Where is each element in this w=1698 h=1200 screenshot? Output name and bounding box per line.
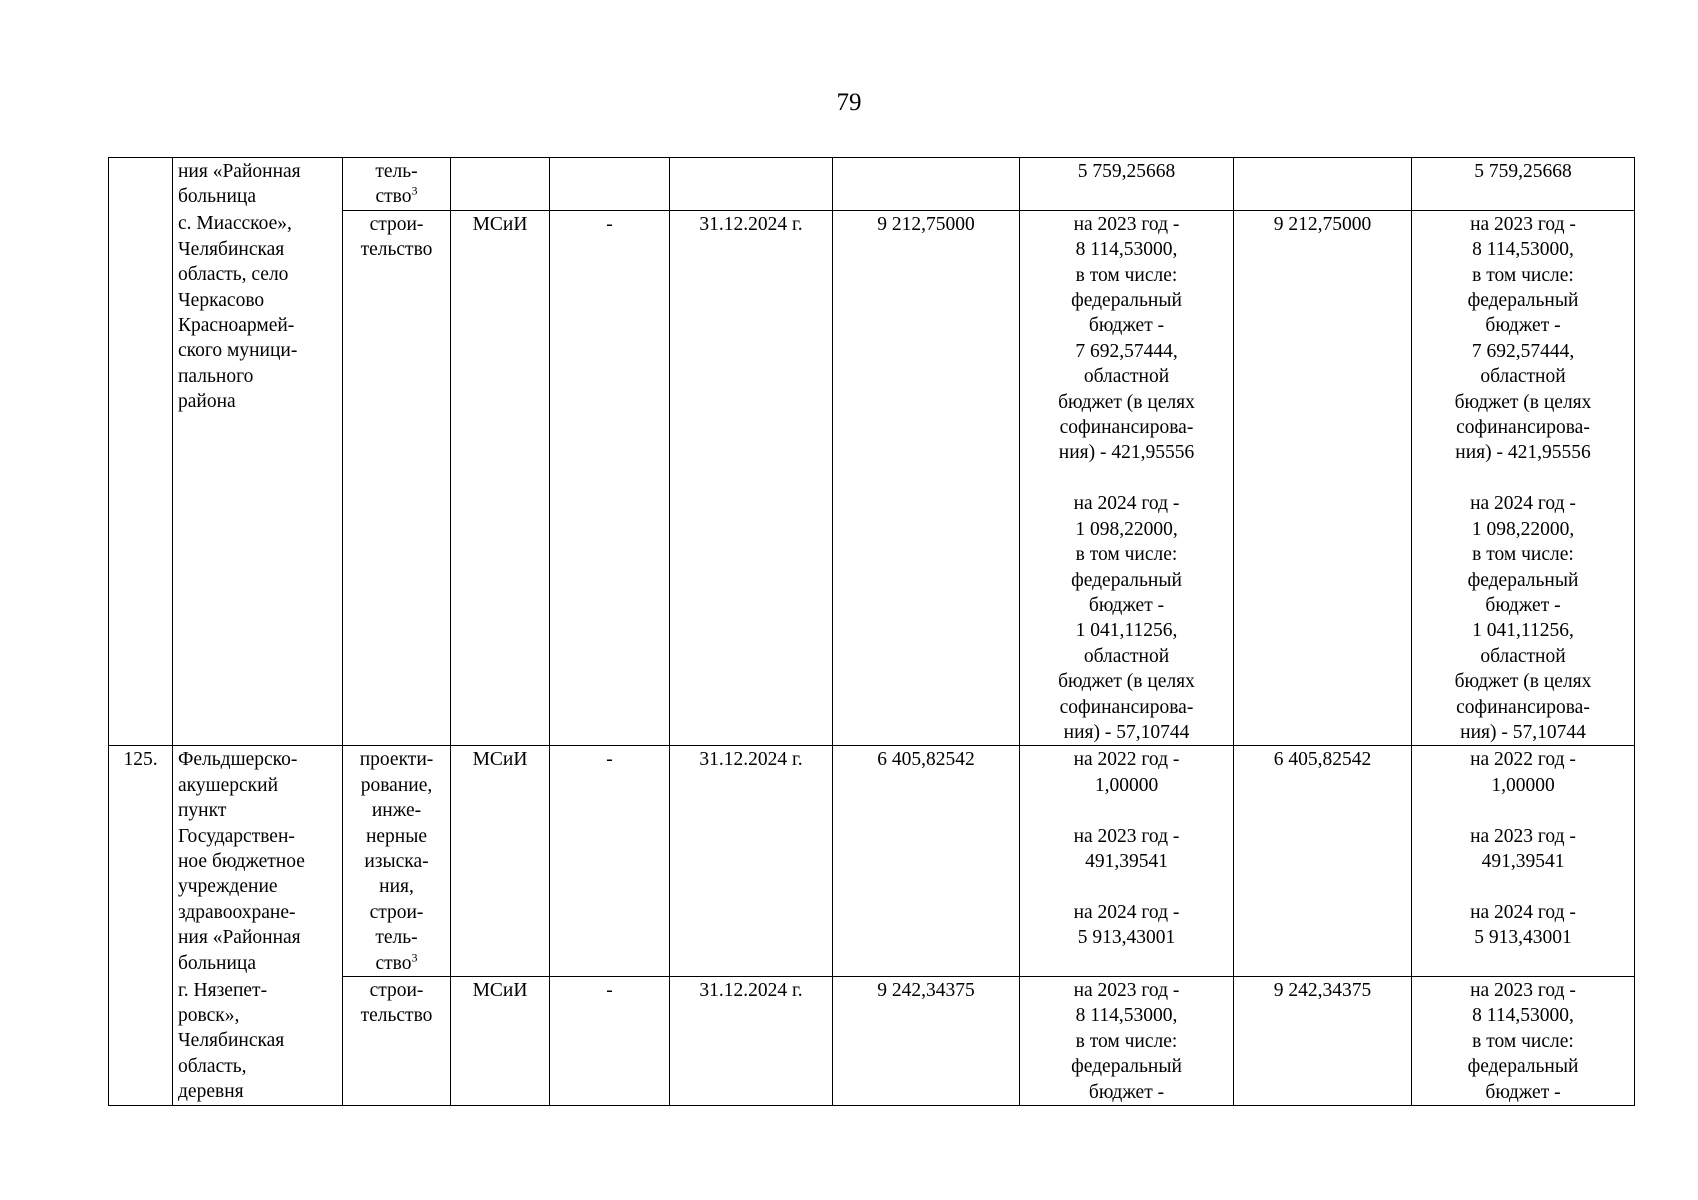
customer-cell: МСиИ xyxy=(451,746,550,977)
allocated-cell: на 2023 год - 8 114,53000, в том числе: федеральный бюджет - 7 692,57444, областной бюджет (в целях софинансирова- ния) - 421,95556 на 2024 год - 1 098,22000, в том числе: федеральный бюджет - 1 041,11256, областной бюджет (в целях софинансирова- ния) - 57,10744 xyxy=(1412,210,1635,746)
page-number: 79 xyxy=(836,89,862,116)
allocated-cell: на 2022 год - 1,00000 на 2023 год - 491,39541 на 2024 год - 5 913,43001 xyxy=(1412,746,1635,977)
table-row xyxy=(109,158,1635,211)
table-row xyxy=(109,210,1635,746)
limit-cell xyxy=(1234,158,1412,211)
objects-table xyxy=(108,157,1635,1106)
limit-cell: 9 212,75000 xyxy=(1234,210,1412,746)
financing-cell: на 2023 год - 8 114,53000, в том числе: федеральный бюджет - 7 692,57444, областной бюджет (в целях софинансирова- ния) - 421,95556 на 2024 год - 1 098,22000, в том числе: федеральный бюджет - 1 041,11256, областной бюджет (в целях софинансирова- ния) - 57,10744 xyxy=(1020,210,1234,746)
customer-cell: МСиИ xyxy=(451,977,550,1106)
table-row xyxy=(109,977,1635,1106)
deadline-cell xyxy=(670,158,833,211)
financing-cell: на 2023 год - 8 114,53000, в том числе: федеральный бюджет - xyxy=(1020,977,1234,1106)
deadline-cell: 31.12.2024 г. xyxy=(670,210,833,746)
dash-cell xyxy=(550,158,670,211)
row-number-cell: 125. xyxy=(109,746,173,1106)
work-type-cell: тель- ство$^3$ xyxy=(343,158,451,211)
table-row xyxy=(109,746,1635,977)
dash-cell: - xyxy=(550,210,670,746)
financing-cell: 5 759,25668 xyxy=(1020,158,1234,211)
limit-cell: 9 242,34375 xyxy=(1234,977,1412,1106)
limit-cell: 6 405,82542 xyxy=(1234,746,1412,977)
deadline-cell: 31.12.2024 г. xyxy=(670,977,833,1106)
cost-cell: 6 405,82542 xyxy=(833,746,1020,977)
object-name-cell: с. Миасское», Челябинская область, село Черкасово Красноармей- ского муници- пального района xyxy=(173,210,343,746)
allocated-cell: 5 759,25668 xyxy=(1412,158,1635,211)
allocated-cell: на 2023 год - 8 114,53000, в том числе: федеральный бюджет - xyxy=(1412,977,1635,1106)
object-name-cell: Фельдшерско- акушерский пункт Государствен- ное бюджетное учреждение здравоохране- ния «Районная больница xyxy=(173,746,343,977)
object-name-cell: г. Нязепет- ровск», Челябинская область, деревня xyxy=(173,977,343,1106)
financing-cell: на 2022 год - 1,00000 на 2023 год - 491,39541 на 2024 год - 5 913,43001 xyxy=(1020,746,1234,977)
row-number-cell xyxy=(109,158,173,746)
work-type-cell: строи- тельство xyxy=(343,210,451,746)
customer-cell: МСиИ xyxy=(451,210,550,746)
customer-cell xyxy=(451,158,550,211)
deadline-cell: 31.12.2024 г. xyxy=(670,746,833,977)
object-name-cell: ния «Районная больница xyxy=(173,158,343,211)
work-type-cell: строи- тельство xyxy=(343,977,451,1106)
work-type-cell: проекти- рование, инже- нерные изыска- ния, строи- тель- ство$^3$ xyxy=(343,746,451,977)
cost-cell: 9 242,34375 xyxy=(833,977,1020,1106)
cost-cell xyxy=(833,158,1020,211)
cost-cell: 9 212,75000 xyxy=(833,210,1020,746)
dash-cell: - xyxy=(550,977,670,1106)
dash-cell: - xyxy=(550,746,670,977)
